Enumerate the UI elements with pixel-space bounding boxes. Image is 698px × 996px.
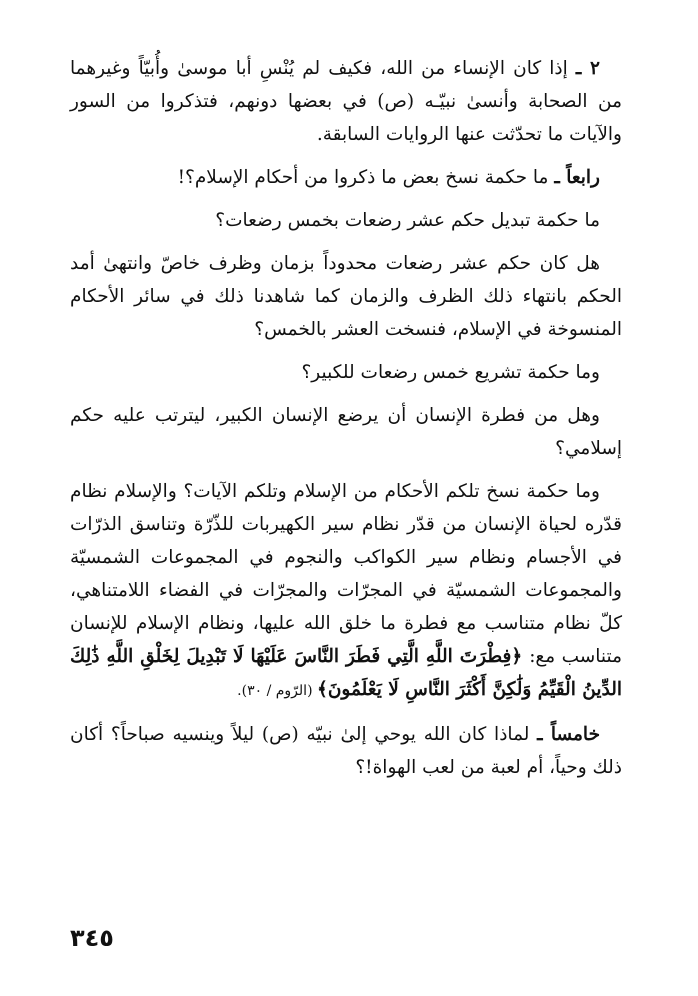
- item-number: ٢ ـ: [575, 58, 600, 79]
- quran-verse: ﴿فِطْرَتَ اللَّهِ الَّتِي فَطَرَ النَّاسَ عَلَيْهَا لَا تَبْدِيلَ لِخَلْقِ اللَّهِ ذَٰلِكَ الدِّينُ الْقَيِّمُ وَلَٰكِنَّ أَكْثَرَ النَّاسِ لَا يَعْلَمُونَ﴾: [70, 646, 622, 700]
- paragraph-question-nature: [70, 399, 622, 465]
- paragraph-fifth: [70, 718, 622, 784]
- paragraph-text: إذا كان الإنساء من الله، فكيف لم يُنْسِ أبا موسىٰ وأُبيّاً وغيرهما من الصحابة وأنسىٰ نبيّـه (ص) في بعضها دونهم، فتذكروا من السور والآيات ما تحدّثت عنها الروايات السابقة.: [70, 58, 622, 145]
- paragraph-question-change: [70, 204, 622, 237]
- page-number: ٣٤٥: [70, 924, 114, 952]
- paragraph-fourth: [70, 161, 622, 194]
- paragraph-question-limited: [70, 247, 622, 346]
- paragraph-text: وهل من فطرة الإنسان أن يرضع الإنسان الكبير، ليترتب عليه حكم إسلامي؟: [70, 405, 622, 459]
- paragraph-2: [70, 52, 622, 151]
- paragraph-text: وما حكمة تشريع خمس رضعات للكبير؟: [301, 362, 600, 383]
- section-lead: رابعاً ـ: [554, 167, 600, 188]
- paragraph-text: ما حكمة تبديل حكم عشر رضعات بخمس رضعات؟: [215, 210, 600, 231]
- paragraph-question-adult: [70, 356, 622, 389]
- verse-citation: (الرّوم / ٣٠).: [237, 683, 317, 699]
- paragraph-text: وما حكمة نسخ تلكم الأحكام من الإسلام وتلكم الآيات؟ والإسلام نظام قدّره لحياة الإنسان من قدّر نظام سير الكهيربات للذّرّة وتناسق الذرّات في الأجسام ونظام سير الكواكب والنجوم في المجموعات الشمسيّة والمجموعات الشمسيّة في المجرّات والمجرّات في الفضاء اللامتناهي، كلّ نظام متناسب مع فطرة ما خلق الله عليها، ونظام الإسلام للإنسان متناسب مع:: [70, 481, 622, 667]
- paragraph-islam-system: [70, 475, 622, 708]
- page-body: [70, 52, 622, 794]
- paragraph-text: لماذا كان الله يوحي إلىٰ نبيّه (ص) ليلاً وينسيه صباحاً؟ أكان ذلك وحياً، أم لعبة من لعب الهواة!؟: [70, 724, 622, 778]
- section-lead: خامساً ـ: [537, 724, 601, 745]
- paragraph-text: هل كان حكم عشر رضعات محدوداً بزمان وظرف خاصّ وانتهىٰ أمد الحكم بانتهاء ذلك الظرف والزمان كما شاهدنا ذلك في سائر الأحكام المنسوخة في الإسلام، فنسخت العشر بالخمس؟: [70, 253, 622, 340]
- paragraph-text: ما حكمة نسخ بعض ما ذكروا من أحكام الإسلام؟!: [177, 167, 555, 188]
